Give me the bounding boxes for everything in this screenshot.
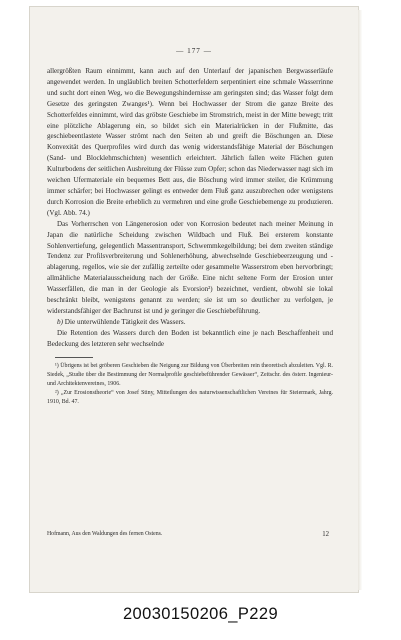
section-marker: b) (57, 317, 63, 326)
section-title: Die unterwühlende Tätigkeit des Wassers. (64, 317, 186, 326)
image-caption: 20030150206_P229 (122, 605, 279, 623)
signature-mark: 12 (322, 531, 329, 538)
footnote-2: ²) „Zur Erosionstheorie“ von Josef Stiny, Mitteilungen des naturwissenschaftlichen Vereines für Steiermark, Jahrg. 1910, Bd. 47. (47, 390, 333, 406)
page-number: — 177 — (176, 47, 212, 55)
paragraph-1: allergrößten Raum einnimmt, kann auch auf den Unterlauf der japanischen Bergwasserläufe angewendet werden. In ungläublich breiten Schotterfeldern serpentiniert eine schmale Wasserrinne und sucht dort einen Weg, wo die Bewegungshindernisse am geringsten sind; das Wasser folgt dem Gesetze des geringsten Zwanges¹). Wenn bei Hochwasser der Strom die ganze Breite des Schotterfeldes einnimmt, wird das gröbste Geschiebe im Stromstrich, meist in der Mitte bewegt; tritt eine plötzliche Ablagerung ein, so bildet sich ein Materialrücken in der Flußmitte, das geschiebeentlastete Wasser strömt nach den Seiten ab und greift die Böschungen an. Diese Konvexität des Querprofiles wird durch das wenig widerstandsfähige Material der Böschungen (Sand- und Blocklehmschichten) wesentlich erleichtert. Jährlich fallen weite Flächen guten Kulturbodens der seitlichen Ausbreitung der Flüsse zum Opfer; schon das Niederwasser nagt sich im weichen Ufermateriale ein bequemes Bett aus, die Böschung wird immer steiler, die Krümmung immer schärfer; bei Hochwasser gelingt es entweder dem Fluß ganz auszubrechen oder wenigstens durch Korrosion die Breite erheblich zu vermehren und eine große Geschiebemenge zu produzieren. (Vgl. Abb. 74.) (47, 67, 333, 217)
footnote-1: ¹) Übrigens ist bei gröberen Geschieben die Neigung zur Bildung von Überbreiten rein theoretisch abzuleiten. Vgl. R. Siedek, „Studie über die Bestimmung der Normalprofile geschiebeführender Gewässer“, Zeitschr. des österr. Ingenieur- und Architektenvereines, 1906. (47, 362, 333, 387)
footnote-divider (55, 357, 93, 358)
page-body (47, 66, 333, 408)
paragraph-3: Die Retention des Wassers durch den Boden ist bekanntlich eine je nach Beschaffenheit und Bedeckung des letzteren sehr wechselnde (47, 328, 333, 348)
page-edge (358, 10, 362, 590)
section-heading (47, 317, 333, 328)
paragraph-2: Das Vorherrschen von Längenerosion oder von Korrosion bedeutet nach meiner Meinung in Japan die natürliche Scheidung zwischen Wildbach und Fluß. Bei ersterem konstante Sohlenvertiefung, gelegentlich Massentransport, Schwemmkegelbildung; bei dem zweiten ständige Tendenz zur Profilsverbreiterung und Sohlenerhöhung, abwechselnde Geschiebeerzeugung und -ablagerung, regellos, wie sie der zufällig zerteilte oder gesammelte Wasserstrom eben hervorbringt; allmähliche Materialausscheidung nach der Größe. Eine nicht seltene Form der Erosion unter Wasserfällen, die man in der Geologie als Evorsion²) bezeichnet, verdient, obwohl sie lokal beschränkt bleibt, wenigstens genannt zu werden; sie ist um so deutlicher zu verfolgen, je widerstandsfähiger der Bachrunst ist und je geringer die Geschiebeführung. (47, 219, 333, 315)
running-title: Hofmann, Aus den Waldungen des fernen Ostens. (47, 531, 163, 537)
page-footer (47, 531, 333, 538)
